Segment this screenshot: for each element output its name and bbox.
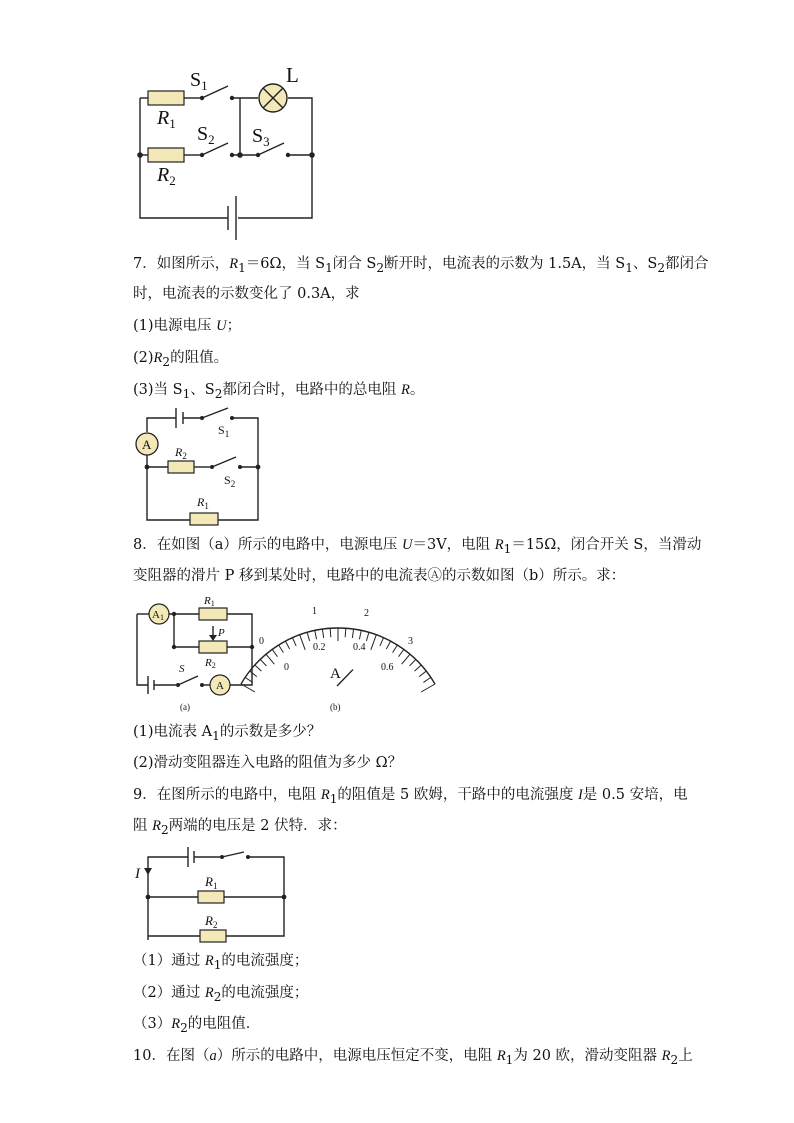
label-r1: R1 [204,595,215,608]
label-s3: $S_3$ [252,125,270,149]
dial-tick [421,684,435,692]
dial-tick [300,635,305,650]
dial-top-1: 1 [312,606,317,617]
dial-tick [419,671,426,677]
label-r1: $R_1$ [157,107,176,131]
label-r1: $R_1$ [197,495,209,511]
dial-scale-ticks [241,628,435,692]
dial-tick [393,645,398,653]
dial-tick [352,629,353,638]
q8-part-2: (2)滑动变阻器连入电路的阻值为多少 Ω？ [133,755,403,771]
dial-tick [272,649,277,656]
ammeter-dial-q8b [0,590,794,720]
label-s2: $S_2$ [197,123,215,147]
q7-part-2: $(2)R_2$的阻值。 [133,350,229,369]
dial-bottom-02: 0.2 [313,642,326,653]
label-i: I [135,866,140,882]
q7-line-2: 时，电流表的示数变化了 0.3A，求 [133,286,360,302]
q8-line-1: 8．在如图（a）所示的电路中，电源电压 U＝3V，电阻 $R_1=15\Omega$，闭合开关 S，当滑动 [133,537,702,556]
dial-tick [250,671,257,677]
q7-part-1: (1)电源电压 U； [133,318,242,334]
dial-unit-a: A [330,666,341,682]
q9-part-2: （2）通过 $R_2$的电流强度； [133,985,309,1004]
dial-bottom-04: 0.4 [353,642,366,653]
dial-tick [322,629,323,638]
dial-tick [415,665,422,671]
dial-tick [255,665,262,671]
dial-tick [399,649,404,656]
svg-text:A: A [142,437,152,452]
resistor-r1 [148,91,184,105]
dial-tick [245,677,252,682]
dial-top-0: 0 [259,636,264,647]
dial-tick [315,630,317,639]
dial-tick [279,645,284,653]
resistor-r2 [148,148,184,162]
dial-tick [386,641,390,649]
dial-tick [345,628,346,637]
circuit-diagram-q7 [0,400,794,540]
q9-part-1: （1）通过 $R_1$的电流强度； [133,953,309,972]
dial-tick [241,684,255,692]
label-s1: $S_1$ [218,423,230,439]
label-s: S [179,663,185,675]
dial-top-3: 3 [408,636,413,647]
label-r2: R2 [205,657,216,670]
dial-tick [380,638,384,646]
label-r2: $R_2$ [205,913,218,930]
label-s2: $S_2$ [224,473,236,489]
dial-tick [330,628,331,637]
svg-text:A: A [216,680,224,692]
svg-text:A1: A1 [152,609,164,622]
dial-tick [359,630,361,639]
dial-tick [292,638,296,646]
circuit-diagram-q6 [0,0,794,230]
q9-line-2: 阻 $R_2$两端的电压是 2 伏特．求： [133,818,347,837]
label-p: P [218,627,225,639]
label-l: L [286,63,299,87]
q9-line-1: 9．在图所示的电路中，电阻 $R_1$的阻值是 5 欧姆，干路中的电流强度 I是 0.5 安培，电 [133,787,688,806]
q10-line-1: 10．在图（a）所示的电路中，电源电压恒定不变，电阻 $R_1$为 20 欧，滑动变阻器 $R_2$上 [133,1048,693,1067]
dial-tick [410,659,416,665]
caption-b: (b) [330,702,341,712]
dial-top-2: 2 [364,608,369,619]
q8-line-2: 变阻器的滑片 P 移到某处时，电路中的电流表Ⓐ的示数如图（b）所示。求： [133,568,626,584]
dial-tick [423,677,430,682]
q8-part-1: (1)电流表 $A_1$的示数是多少？ [133,724,322,743]
q9-part-3: $(3)R_2$的电阻值． [133,1016,261,1035]
dial-bottom-06: 0.6 [381,662,394,673]
label-r2: $R_2$ [175,445,187,461]
dial-tick [260,659,266,665]
dial-tick [402,654,410,664]
dial-bottom-0: 0 [284,662,289,673]
caption-a: (a) [180,702,190,712]
dial-tick [366,632,368,641]
label-r2: $R_2$ [157,164,176,188]
dial-tick [285,641,289,649]
dial-tick [307,632,309,641]
lamp-icon [259,84,287,112]
ammeter-icon [136,433,158,455]
circuit-diagram-q9 [0,840,794,950]
q7-part-3: (3)当 $S_1$、$S_2$都闭合时，电路中的总电阻 R。 [133,382,425,401]
label-s1: $S_1$ [190,69,208,93]
dial-tick [371,635,376,650]
label-r1: $R_1$ [205,874,218,891]
q7-line-1: 7．如图所示，$R_1=6\Omega$，当 $S_1$闭合 $S_2$断开时，电流表的示数为 1.5A，当 $S_1$、$S_2$都闭合 [133,256,709,275]
dial-tick [266,654,274,664]
